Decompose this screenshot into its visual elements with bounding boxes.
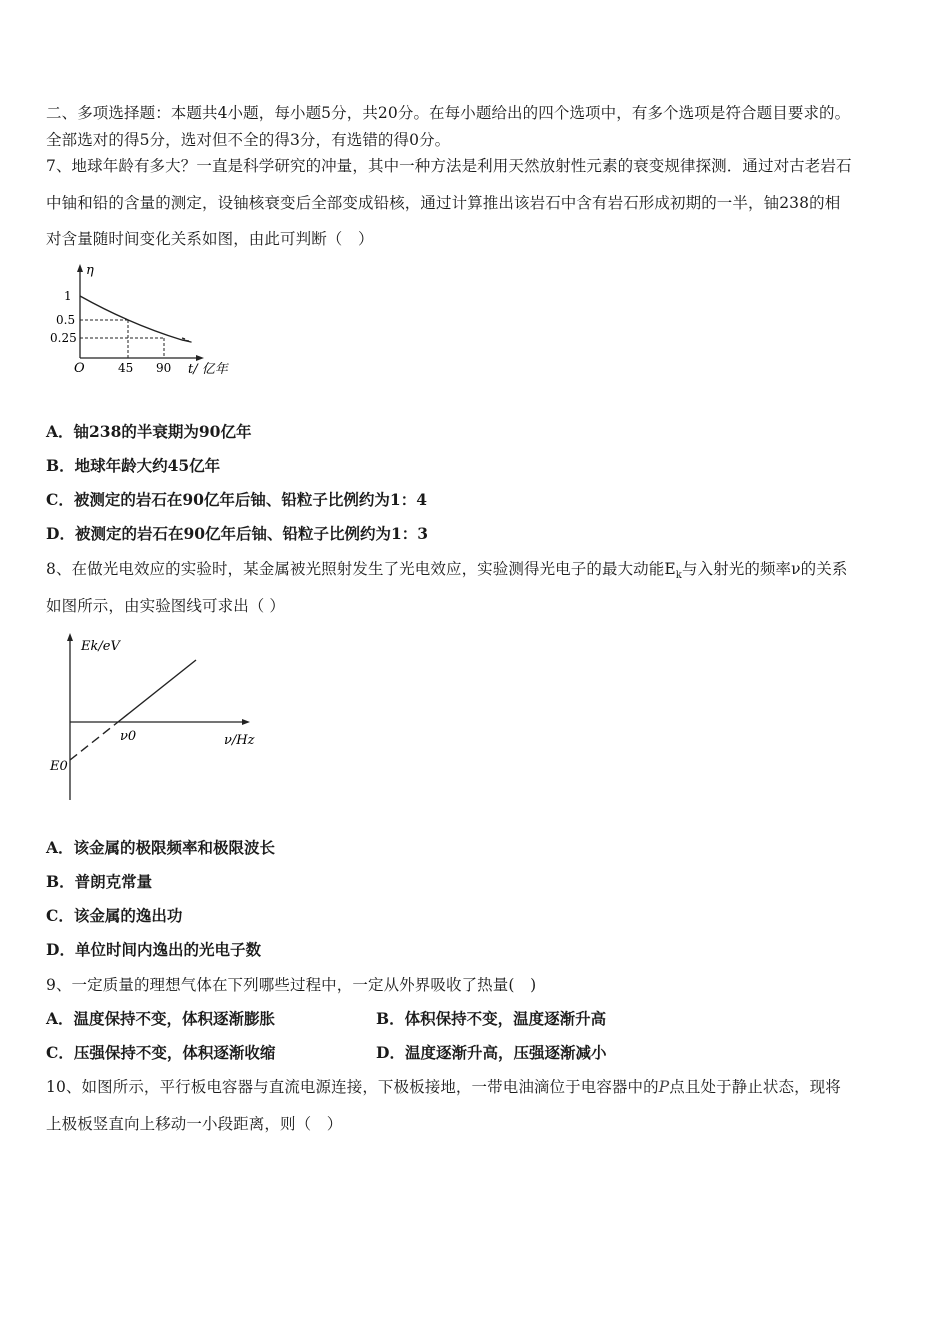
q7-x-tick-90: 90 (156, 361, 172, 375)
q8-stem-pre: 8、在做光电效应的实验时，某金属被光照射发生了光电效应，实验测得光电子的最大动能E (46, 560, 676, 578)
q10-stem-post: 点且处于静止状态，现将 (669, 1078, 841, 1096)
q8-option-a[interactable]: A．该金属的极限频率和极限波长 (46, 838, 276, 857)
q7-x-axis-label: t/ 亿年 (188, 362, 228, 377)
q10-stem-line-2: 上极板竖直向上移动一小段距离，则（ ） (46, 1115, 343, 1133)
q8-x-axis-arrow (242, 719, 250, 725)
q7-stem-line-2: 中铀和铅的含量的测定，设铀核衰变后全部变成铅核，通过计算推出该岩石中含有岩石形成初期的一半，铀238的相 (46, 194, 841, 212)
q9-stem: 9、一定质量的理想气体在下列哪些过程中，一定从外界吸收了热量( ) (46, 976, 537, 994)
q8-stem-subscript: k (675, 570, 682, 582)
q7-origin-label: O (74, 361, 85, 376)
q7-x-tick-45: 45 (118, 361, 134, 375)
q9-option-b[interactable]: B．体积保持不变，温度逐渐升高 (376, 1009, 607, 1028)
q10-stem-line-1 (46, 1075, 841, 1097)
q7-y-tick-half: 0.5 (56, 313, 76, 327)
q8-solid-line (118, 660, 196, 722)
q7-stem-line-1: 7、地球年龄有多大？一直是科学研究的冲量，其中一种方法是利用天然放射性元素的衰变规律探测．通过对古老岩石 (46, 157, 852, 175)
q7-y-axis-label: η (86, 263, 94, 278)
q10-stem-pre: 10、如图所示，平行板电容器与直流电源连接，下极板接地，一带电油滴位于电容器中的 (46, 1078, 659, 1096)
section-heading-line-1: 二、多项选择题：本题共4小题，每小题5分，共20分。在每小题给出的四个选项中，有多个选项是符合题目要求的。 (46, 104, 851, 122)
q8-threshold-label: ν0 (120, 729, 137, 744)
section-heading-line-2: 全部选对的得5分，选对但不全的得3分，有选错的得0分。 (46, 131, 451, 149)
q8-y-axis-label: Ek/eV (81, 639, 120, 654)
q8-photoelectric-graph (48, 630, 268, 805)
q8-stem-line-2: 如图所示，由实验图线可求出（ ） (46, 597, 286, 615)
q7-y-axis-arrow (77, 264, 83, 272)
q7-option-c[interactable]: C．被测定的岩石在90亿年后铀、铅粒子比例约为1：4 (46, 490, 427, 509)
q7-option-b[interactable]: B．地球年龄大约45亿年 (46, 456, 221, 475)
q7-x-axis-arrow (196, 355, 204, 361)
q8-intercept-label: E0 (50, 759, 68, 774)
q9-option-a[interactable]: A．温度保持不变，体积逐渐膨胀 (46, 1009, 276, 1028)
q7-option-a[interactable]: A．铀238的半衰期为90亿年 (46, 422, 252, 441)
q8-stem-post: 与入射光的频率ν的关系 (681, 560, 848, 578)
q8-x-axis-label: ν/Hz (224, 733, 255, 748)
q7-y-tick-1: 1 (64, 289, 72, 303)
q8-y-axis-arrow (67, 633, 73, 641)
q8-dashed-extension (70, 722, 118, 760)
q9-option-c[interactable]: C．压强保持不变，体积逐渐收缩 (46, 1043, 276, 1062)
q8-stem-line-1 (46, 557, 847, 581)
q8-option-b[interactable]: B．普朗克常量 (46, 872, 153, 891)
q9-option-d[interactable]: D．温度逐渐升高，压强逐渐减小 (376, 1043, 607, 1062)
q7-stem-line-3: 对含量随时间变化关系如图，由此可判断（ ） (46, 230, 374, 248)
q7-decay-curve-tail (80, 296, 196, 340)
q8-option-c[interactable]: C．该金属的逸出功 (46, 906, 183, 925)
q7-decay-graph (50, 258, 250, 383)
q10-point-label: P (658, 1078, 670, 1096)
q7-option-d[interactable]: D．被测定的岩石在90亿年后铀、铅粒子比例约为1：3 (46, 524, 429, 543)
q7-decay-curve (80, 296, 191, 342)
q7-y-tick-quarter: 0.25 (50, 331, 77, 345)
q8-option-d[interactable]: D．单位时间内逸出的光电子数 (46, 940, 261, 959)
